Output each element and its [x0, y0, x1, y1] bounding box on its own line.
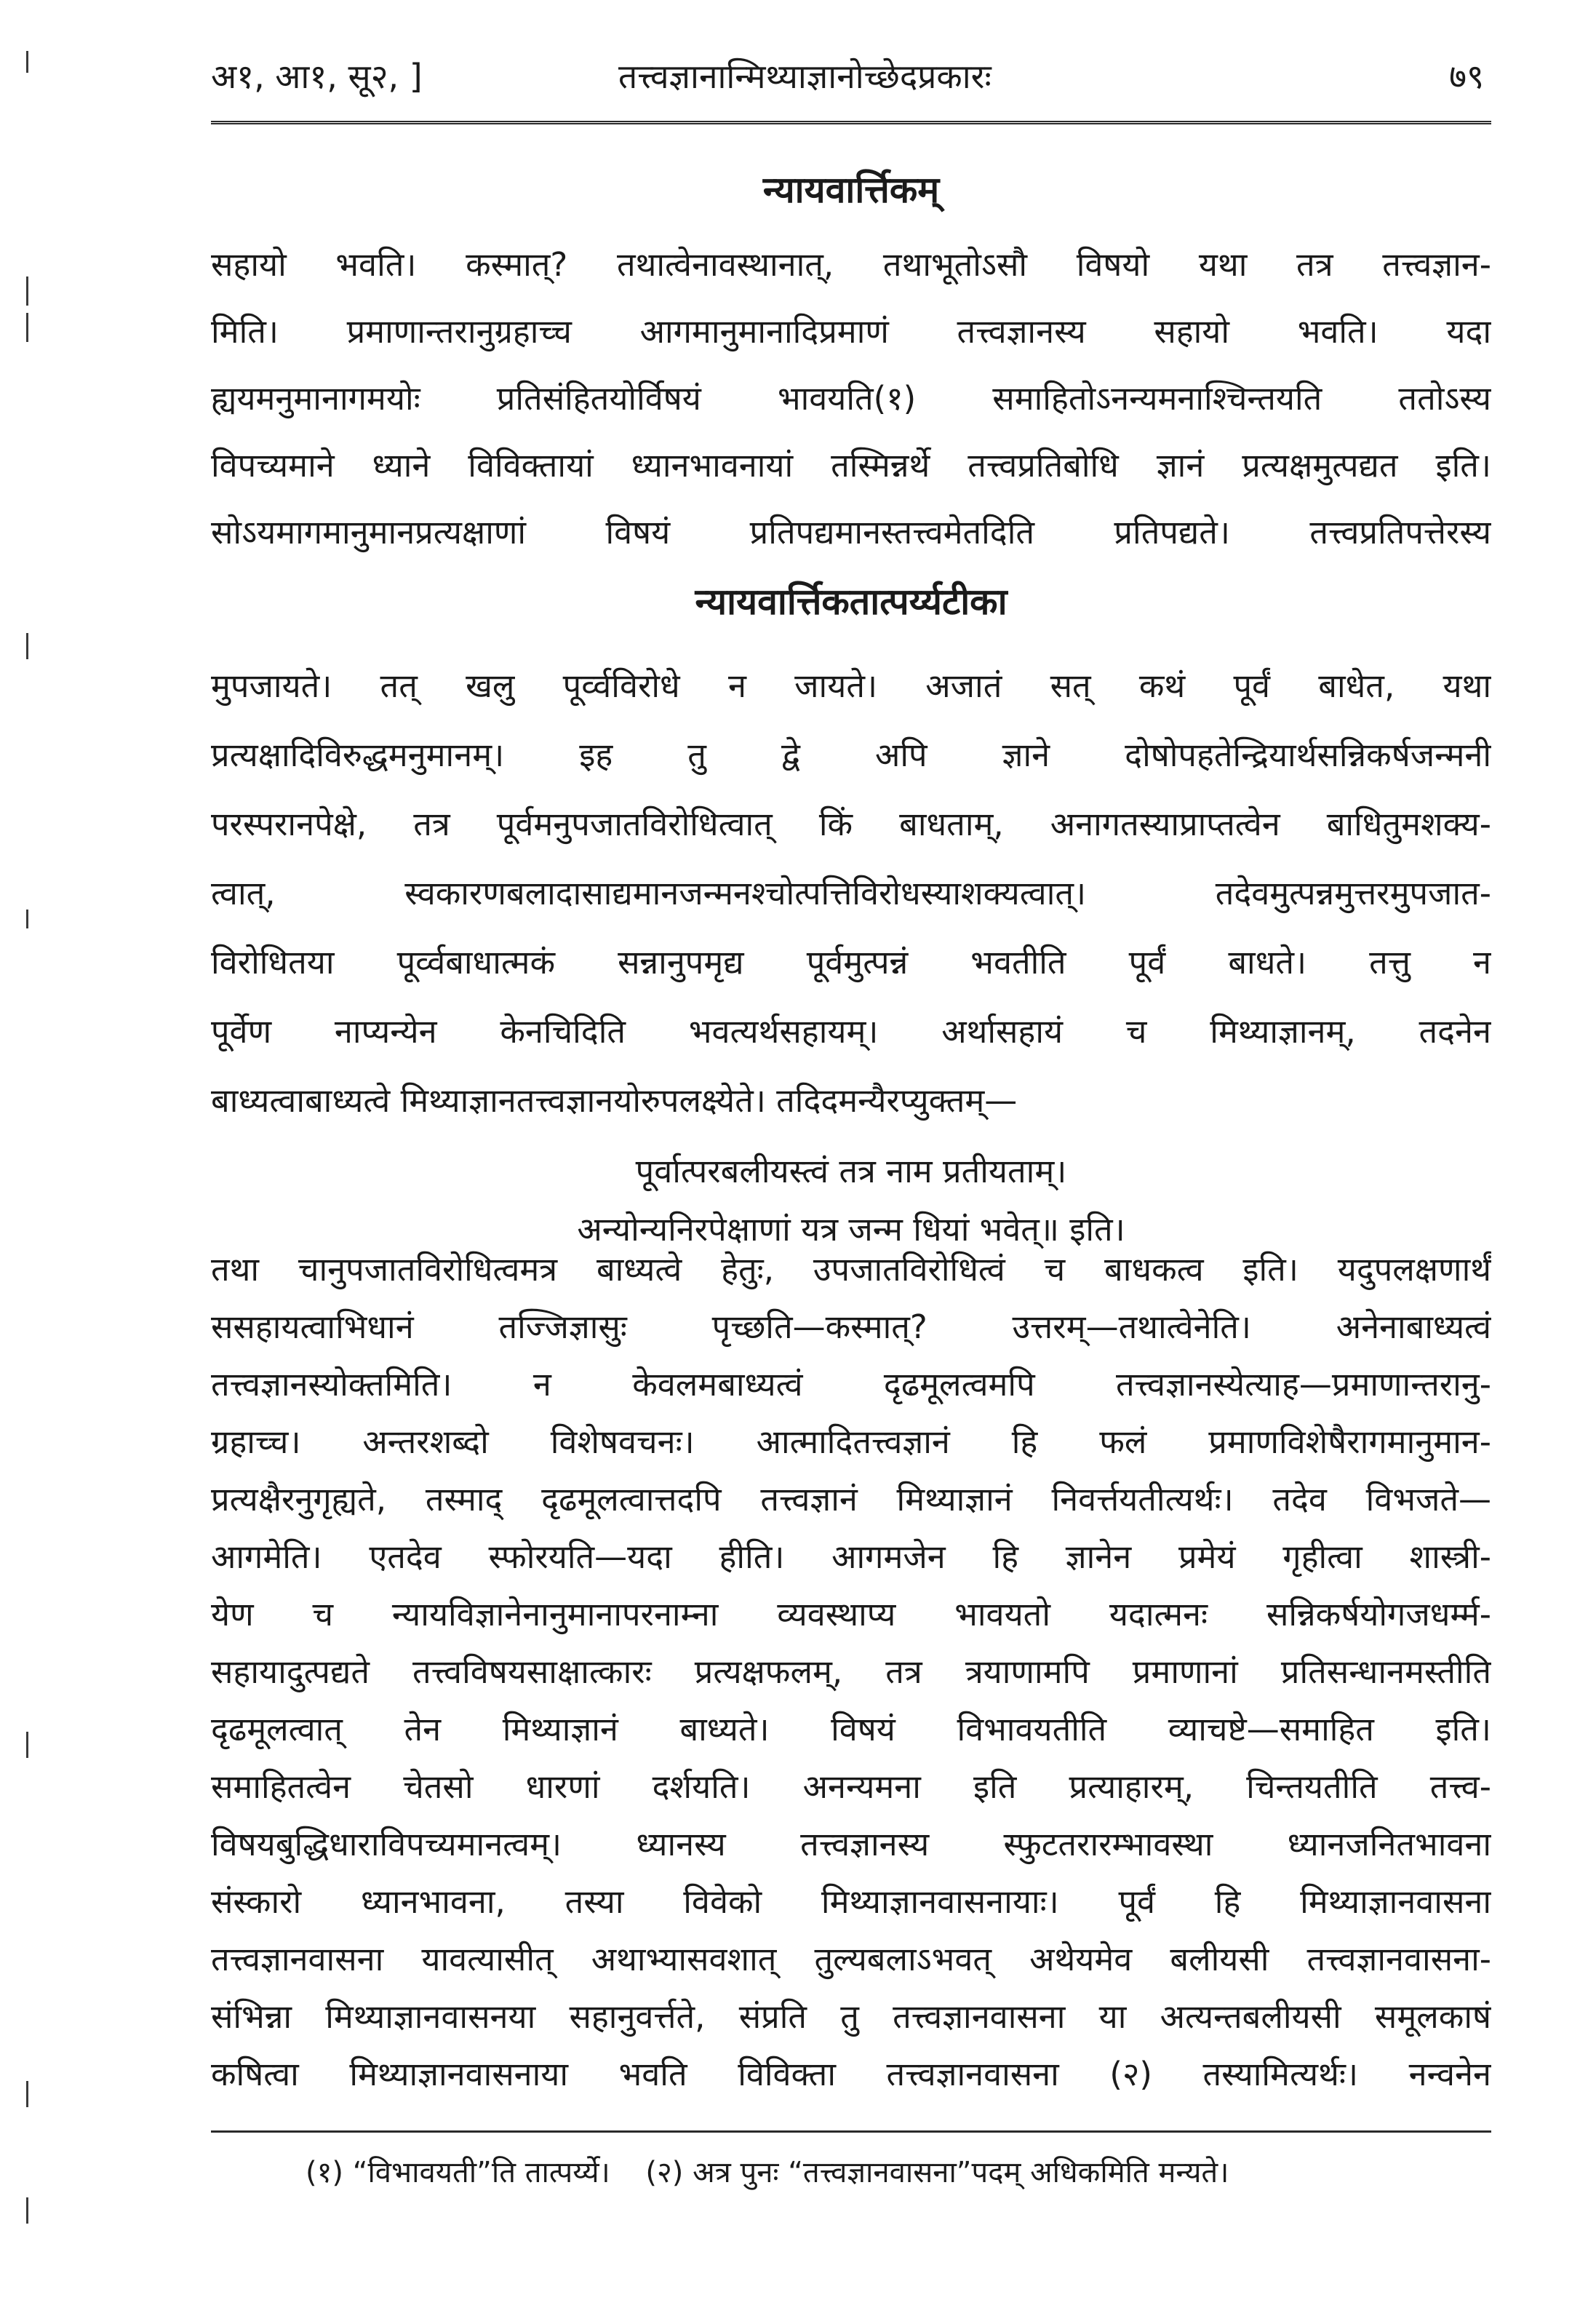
text-line: समाहितत्वेन चेतसो धारणां दर्शयति। अनन्यमना इति प्रत्याहारम्, चिन्तयतीति तत्त्व- [211, 1767, 1491, 1806]
tika-text [211, 651, 1491, 1135]
text-line: मिति। प्रमाणान्तरानुग्रहाच्च आगमानुमानादिप्रमाणं तत्त्वज्ञानस्य सहायो भवति। यदा [211, 312, 1491, 351]
section-title-tika: न्यायवार्त्तिकतात्पर्य्यटीका [695, 581, 1008, 623]
text-line: दृढमूलत्वात् तेन मिथ्याज्ञानं बाध्यते। विषयं विभावयतीति व्याचष्टे—समाहित इति। [211, 1710, 1491, 1748]
text-line: त्वात्, स्वकारणबलादासाद्यमानजन्मनश्चोत्पत्तिविरोधस्याशक्यत्वात्। तदेवमुत्पन्नमुत्तरमुपजात- [211, 874, 1491, 912]
vartika-text [211, 231, 1491, 566]
margin-mark [26, 633, 28, 659]
running-title: तत्त्वज्ञानान्मिथ्याज्ञानोच्छेदप्रकारः [618, 57, 992, 96]
sutra-reference: अ१, आ१, सू२, ] [211, 57, 423, 96]
text-line: परस्परानपेक्षे, तत्र पूर्वमनुपजातविरोधित्वात् किं बाधताम्, अनागतस्याप्राप्तत्वेन बाधितुमशक्य- [211, 805, 1491, 843]
footnotes [306, 2144, 1229, 2202]
text-line: तत्त्वज्ञानस्योक्तमिति। न केवलमबाध्यत्वं दृढमूलत्वमपि तत्त्वज्ञानस्येत्याह—प्रमाणान्तरानु- [211, 1365, 1491, 1404]
tika-text-continued [211, 1241, 1491, 2103]
margin-mark [26, 51, 28, 73]
text-line: विरोधितया पूर्व्वबाधात्मकं सन्नानुपमृद्य पूर्वमुत्पन्नं भवतीति पूर्वं बाधते। तत्तु न [211, 943, 1491, 982]
text-line: विपच्यमाने ध्याने विविक्तायां ध्यानभावनायां तस्मिन्नर्थे तत्त्वप्रतिबोधि ज्ञानं प्रत्यक्षमुत्पद्यत इति। [211, 446, 1491, 485]
text-line: प्रत्यक्षैरनुगृह्यते, तस्माद् दृढमूलत्वात्तदपि तत्त्वज्ञानं मिथ्याज्ञानं निवर्त्तयतीत्यर्थः। तदेव विभजते— [211, 1480, 1491, 1519]
text-line: कषित्वा मिथ्याज्ञानवासनाया भवति विविक्ता तत्त्वज्ञानवासना (२) तस्यामित्यर्थः। नन्वनेन [211, 2055, 1491, 2093]
margin-mark [26, 2081, 28, 2107]
text-line: संस्कारो ध्यानभावना, तस्या विवेको मिथ्याज्ञानवासनायाः। पूर्वं हि मिथ्याज्ञानवासना [211, 1882, 1491, 1921]
footnote: (२) अत्र पुनः “तत्त्वज्ञानवासना”पदम् अधिकमिति मन्यते। [645, 2156, 1229, 2189]
verse-line: अन्योन्यनिरपेक्षाणां यत्र जन्म धियां भवेत्॥ इति। [577, 1210, 1125, 1249]
footnote-rule [211, 2130, 1491, 2133]
section-title-vartika: न्यायवार्त्तिकम् [762, 169, 940, 211]
text-line: सहायो भवति। कस्मात्? तथात्वेनावस्थानात्, तथाभूतोऽसौ विषयो यथा तत्र तत्त्वज्ञान- [211, 245, 1491, 284]
margin-mark [26, 313, 28, 342]
text-line: ससहायत्वाभिधानं तज्जिज्ञासुः पृच्छति—कस्मात्? उत्तरम्—तथात्वेनेति। अनेनाबाध्यत्वं [211, 1308, 1491, 1346]
running-head [211, 44, 1491, 109]
text-line: येण च न्यायविज्ञानेनानुमानापरनाम्ना व्यवस्थाप्य भावयतो यदात्मनः सन्निकर्षयोगजधर्म्म- [211, 1595, 1491, 1633]
text-line: तथा चानुपजातविरोधित्वमत्र बाध्यत्वे हेतुः, उपजातविरोधित्वं च बाधकत्व इति। यदुपलक्षणार्थं [211, 1250, 1491, 1289]
text-line: पूर्वेण नाप्यन्येन केनचिदिति भवत्यर्थसहायम्। अर्थासहायं च मिथ्याज्ञानम्, तदनेन [211, 1012, 1491, 1051]
text-line: ग्रहाच्च। अन्तरशब्दो विशेषवचनः। आत्मादितत्त्वज्ञानं हि फलं प्रमाणविशेषैरागमानुमान- [211, 1422, 1491, 1461]
text-line: प्रत्यक्षादिविरुद्धमनुमानम्। इह तु द्वे अपि ज्ञाने दोषोपहतेन्द्रियार्थसन्निकर्षजन्मनी [211, 736, 1491, 774]
margin-mark [26, 910, 28, 928]
text-line: तत्त्वज्ञानवासना यावत्यासीत् अथाभ्यासवशात् तुल्यबलाऽभवत् अथेयमेव बलीयसी तत्त्वज्ञानवासना- [211, 1940, 1491, 1978]
text-line: बाध्यत्वाबाध्यत्वे मिथ्याज्ञानतत्त्वज्ञानयोरुपलक्ष्येते। तदिदमन्यैरप्युक्तम्— [211, 1081, 1018, 1120]
text-line: संभिन्ना मिथ्याज्ञानवासनया सहानुवर्त्तते, संप्रति तु तत्त्वज्ञानवासना या अत्यन्तबलीयसी समूलकाषं [211, 1997, 1491, 2036]
header-rule [211, 121, 1491, 124]
margin-mark [26, 2197, 28, 2224]
text-line: मुपजायते। तत् खलु पूर्व्वविरोधे न जायते। अजातं सत् कथं पूर्वं बाधेत, यथा [211, 666, 1491, 705]
text-line: आगमेति। एतदेव स्फोरयति—यदा हीति। आगमजेन हि ज्ञानेन प्रमेयं गृहीत्वा शास्त्री- [211, 1537, 1491, 1576]
verse-line: पूर्वात्परबलीयस्त्वं तत्र नाम प्रतीयताम्। [635, 1152, 1067, 1190]
text-line: विषयबुद्धिधाराविपच्यमानत्वम्। ध्यानस्य तत्त्वज्ञानस्य स्फुटतरारम्भावस्था ध्यानजनितभावना [211, 1825, 1491, 1863]
text-line: सोऽयमागमानुमानप्रत्यक्षाणां विषयं प्रतिपद्यमानस्तत्त्वमेतदिति प्रतिपद्यते। तत्त्वप्रतिपत्तेरस्य [211, 513, 1491, 552]
footnote: (१) “विभावयती”ति तात्पर्य्ये। [306, 2156, 610, 2189]
text-line: सहायादुत्पद्यते तत्त्वविषयसाक्षात्कारः प्रत्यक्षफलम्, तत्र त्रयाणामपि प्रमाणानां प्रतिसन्धानमस्तीति [211, 1652, 1491, 1691]
margin-mark [26, 276, 28, 306]
margin-mark [26, 1732, 28, 1758]
text-line: ह्ययमनुमानागमयोः प्रतिसंहितयोर्विषयं भावयति(१) समाहितोऽनन्यमनाश्चिन्तयति ततोऽस्य [211, 379, 1491, 418]
page-number: ७९ [1449, 57, 1484, 96]
